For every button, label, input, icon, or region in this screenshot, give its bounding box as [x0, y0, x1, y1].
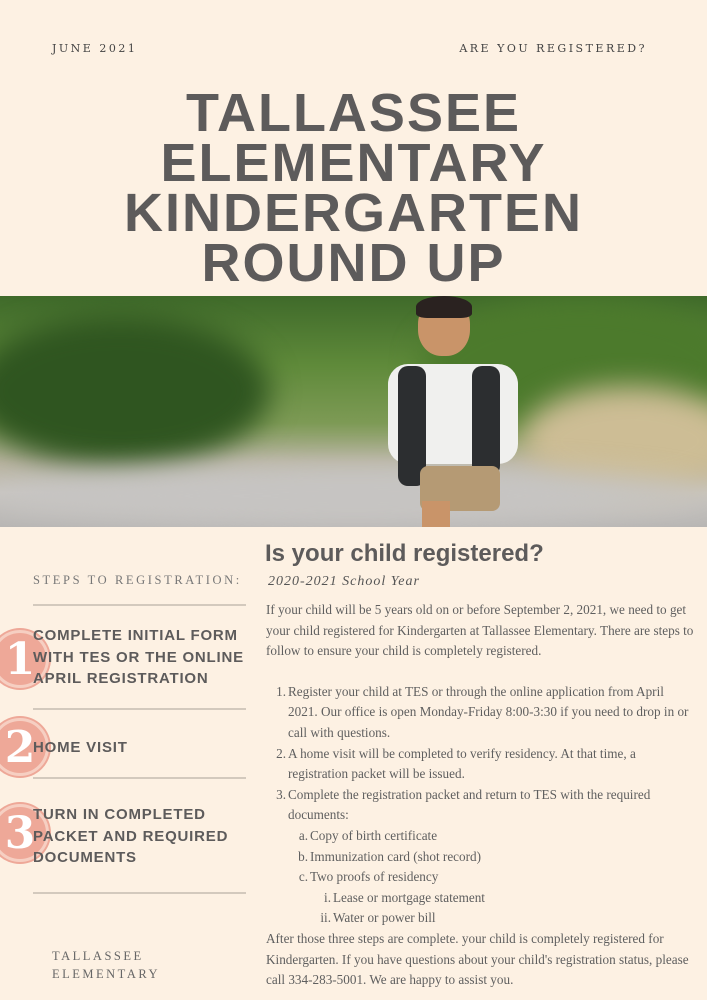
list-text: Lease or mortgage statement: [333, 889, 485, 905]
header-tagline: ARE YOU REGISTERED?: [459, 42, 647, 55]
step-line: PACKET AND REQUIRED: [33, 827, 229, 845]
divider: [33, 777, 246, 779]
step-line: HOME VISIT: [33, 739, 128, 756]
steps-heading: STEPS TO REGISTRATION:: [33, 573, 242, 587]
list-text: Copy of birth certificate: [310, 827, 438, 843]
list-item: [266, 744, 696, 785]
sublist-item: [266, 867, 696, 888]
step-line: COMPLETE INITIAL FORM: [33, 627, 238, 644]
intro-paragraph: If your child will be 5 years old on or before September 2, 2021, we need to get your child registered for Kindergarten at Tallassee Elementary. There are steps to follow to ensure your child is completely registered.: [266, 602, 694, 659]
list-letter: a.: [298, 827, 308, 843]
list-text: Water or power bill: [333, 910, 436, 926]
divider: [33, 604, 246, 606]
subsublist-item: [266, 908, 696, 929]
list-number: 1.: [276, 683, 286, 699]
issue-date: JUNE 2021: [52, 42, 138, 55]
list-number: 2.: [276, 745, 286, 761]
list-roman: ii.: [320, 910, 331, 926]
list-letter: b.: [298, 848, 308, 864]
title-line: TALLASSEE: [185, 83, 521, 143]
footer-line: TALLASSEE: [52, 949, 144, 963]
page-title: [0, 83, 707, 293]
subsublist-item: [266, 888, 696, 909]
step-2: [33, 737, 128, 759]
list-text: Two proofs of residency: [310, 869, 439, 885]
hero-photo: [0, 296, 707, 527]
sublist-item: [266, 826, 696, 847]
list-item: [266, 785, 696, 826]
list-letter: c.: [298, 869, 308, 885]
list-roman: i.: [324, 889, 331, 905]
footer-line: ELEMENTARY: [52, 967, 161, 981]
list-text: Complete the registration packet and return to TES with the required documents:: [288, 786, 651, 823]
list-text: A home visit will be completed to verify residency. At that time, a registration packet will be issued.: [288, 745, 636, 782]
list-number: 3.: [276, 786, 286, 802]
step-line: APRIL REGISTRATION: [33, 670, 209, 687]
step-number-1-badge: 1: [0, 630, 49, 688]
sublist-item: [266, 847, 696, 868]
step-line: WITH TES OR THE ONLINE: [33, 648, 244, 666]
school-year: 2020-2021 School Year: [268, 574, 420, 589]
title-line: ELEMENTARY: [160, 133, 547, 193]
main-body: [266, 600, 696, 991]
step-number-3-badge: 3: [0, 804, 49, 862]
step-line: DOCUMENTS: [33, 849, 137, 866]
title-line: KINDERGARTEN: [123, 183, 583, 243]
photo-boy-running-icon: [380, 296, 530, 527]
list-item: [266, 682, 696, 744]
step-1: [33, 625, 244, 690]
divider: [33, 708, 246, 710]
main-heading: Is your child registered?: [265, 540, 544, 567]
closing-paragraph: After those three steps are complete. your child is completely registered for Kindergarten. If you have questions about your child's registration status, please call 334-283-5001. We are happy to assist you.: [266, 930, 689, 988]
divider: [33, 892, 246, 894]
step-number-2-badge: 2: [0, 718, 49, 776]
list-text: Register your child at TES or through the online application from April 2021. Our office is open Monday-Friday 8:00-3:30 if you need to drop in or call with questions.: [288, 683, 689, 740]
step-3: [33, 804, 228, 869]
list-text: Immunization card (shot record): [310, 848, 482, 864]
footer-school-name: [52, 947, 160, 983]
step-line: TURN IN COMPLETED: [33, 806, 206, 823]
title-line: ROUND UP: [201, 233, 506, 293]
